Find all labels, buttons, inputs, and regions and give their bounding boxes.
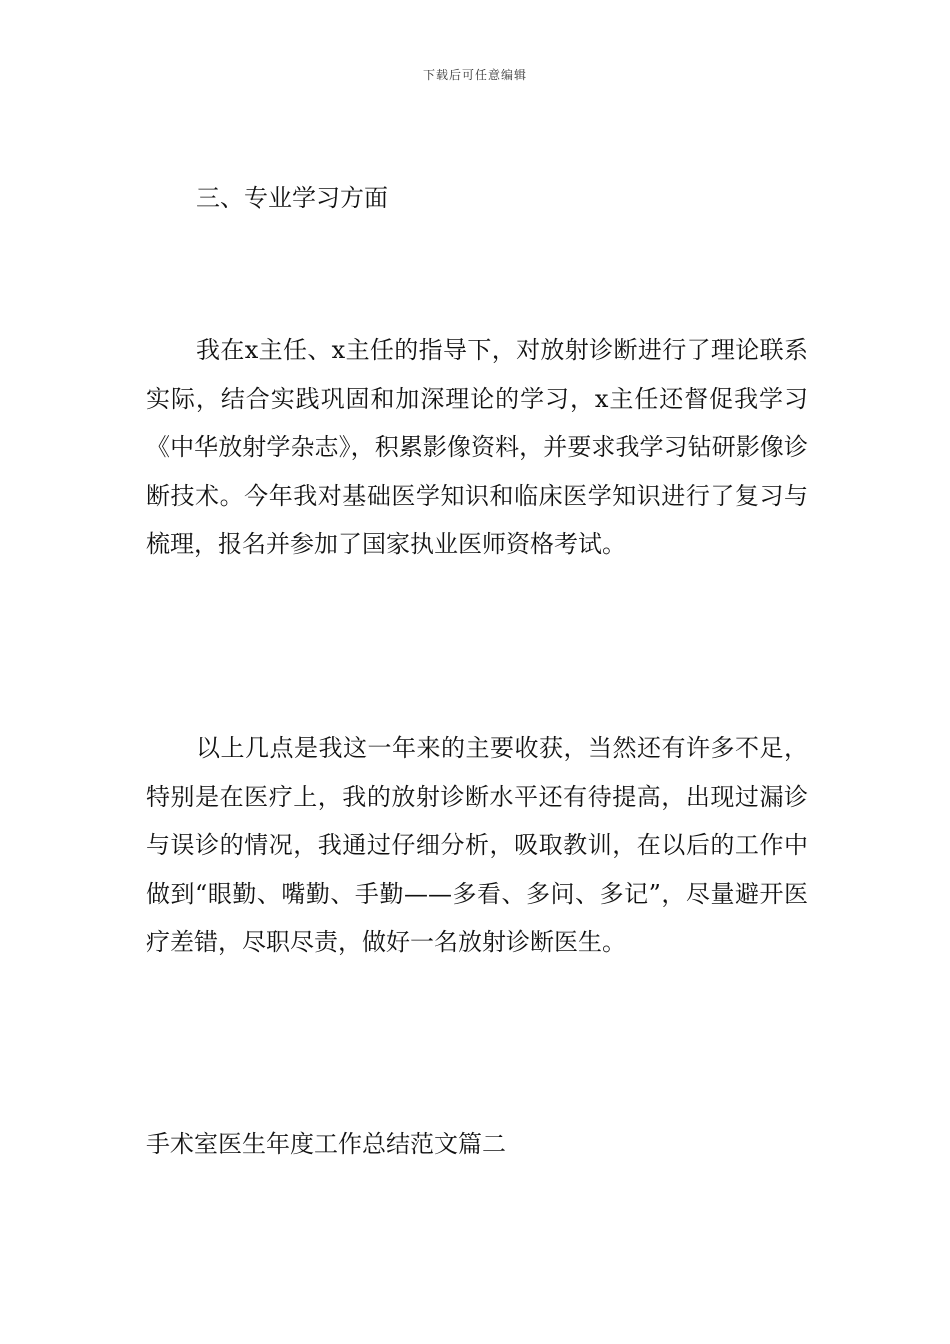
section-heading: 三、专业学习方面 <box>196 184 388 212</box>
next-document-title: 手术室医生年度工作总结范文篇二 <box>146 1130 506 1158</box>
page-header-note: 下载后可任意编辑 <box>422 68 527 82</box>
paragraph-professional-study: 我在x主任、x主任的指导下，对放射诊断进行了理论联系实际，结合实践巩固和加深理论的学习，x主任还督促我学习《中华放射学杂志》，积累影像资料，并要求我学习钻研影像诊断技术。今年我对基础医学知识和临床医学知识进行了复习与梳理，报名并参加了国家执业医师资格考试。 <box>146 336 808 558</box>
paragraph-summary: 以上几点是我这一年来的主要收获，当然还有许多不足，特别是在医疗上，我的放射诊断水平还有待提高，出现过漏诊与误诊的情况，我通过仔细分析，吸取教训，在以后的工作中做到“眼勤、嘴勤、手勤——多看、多问、多记”，尽量避开医疗差错，尽职尽责，做好一名放射诊断医生。 <box>146 734 808 956</box>
